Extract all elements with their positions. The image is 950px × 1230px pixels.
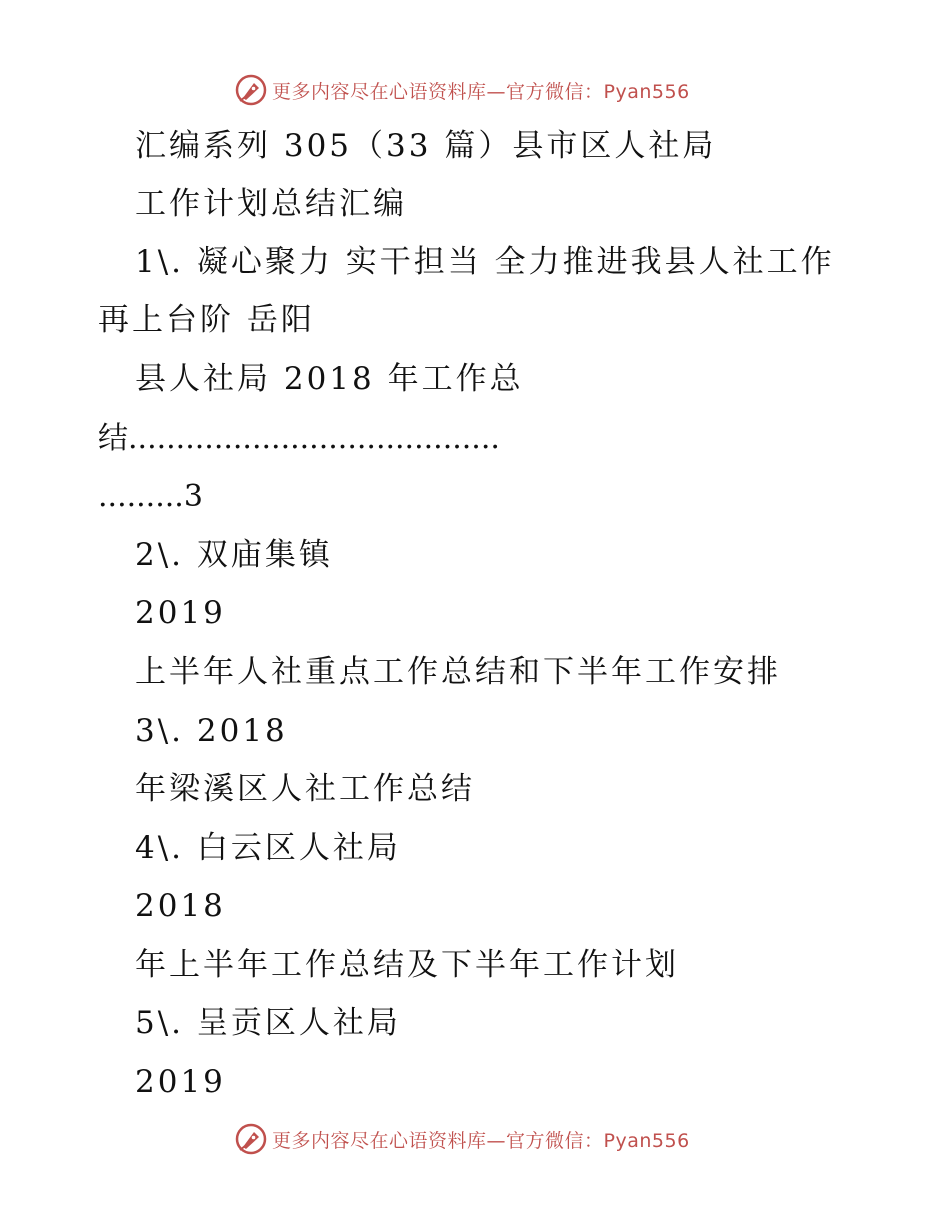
toc-entry-4-line-3: 年上半年工作总结及下半年工作计划 bbox=[135, 947, 679, 983]
watermark-text: 更多内容尽在心语资料库—官方微信：Pyan556 bbox=[272, 1129, 690, 1152]
toc-entry-1-leader-dots: 结....................................... bbox=[98, 421, 500, 456]
header-watermark bbox=[234, 72, 690, 108]
toc-entry-3-line-2: 年梁溪区人社工作总结 bbox=[135, 771, 475, 807]
toc-entry-1-page-number: .........3 bbox=[98, 479, 203, 514]
toc-entry-5-line-1: 5\. 呈贡区人社局 bbox=[135, 1005, 401, 1041]
toc-entry-1-line-2: 再上台阶 岳阳 bbox=[98, 302, 315, 338]
toc-entry-1-line-3: 县人社局 2018 年工作总 bbox=[135, 361, 524, 397]
toc-entry-2-line-1: 2\. 双庙集镇 bbox=[135, 537, 333, 573]
footer-watermark bbox=[234, 1121, 690, 1157]
watermark-text: 更多内容尽在心语资料库—官方微信：Pyan556 bbox=[272, 80, 690, 103]
toc-entry-3-line-1: 3\. 2018 bbox=[135, 713, 288, 749]
toc-entry-5-line-2: 2019 bbox=[135, 1064, 226, 1100]
toc-entry-4-line-1: 4\. 白云区人社局 bbox=[135, 830, 401, 866]
document-title-line-2: 工作计划总结汇编 bbox=[135, 186, 407, 222]
pen-nib-logo-icon bbox=[234, 73, 268, 107]
document-title-line-1: 汇编系列 305（33 篇）县市区人社局 bbox=[135, 128, 717, 164]
toc-entry-2-line-3: 上半年人社重点工作总结和下半年工作安排 bbox=[135, 654, 781, 690]
pen-nib-logo-icon bbox=[234, 1122, 268, 1156]
toc-entry-2-line-2: 2019 bbox=[135, 595, 226, 631]
toc-entry-4-line-2: 2018 bbox=[135, 888, 226, 924]
toc-entry-1-line-1: 1\. 凝心聚力 实干担当 全力推进我县人社工作 bbox=[135, 244, 835, 280]
